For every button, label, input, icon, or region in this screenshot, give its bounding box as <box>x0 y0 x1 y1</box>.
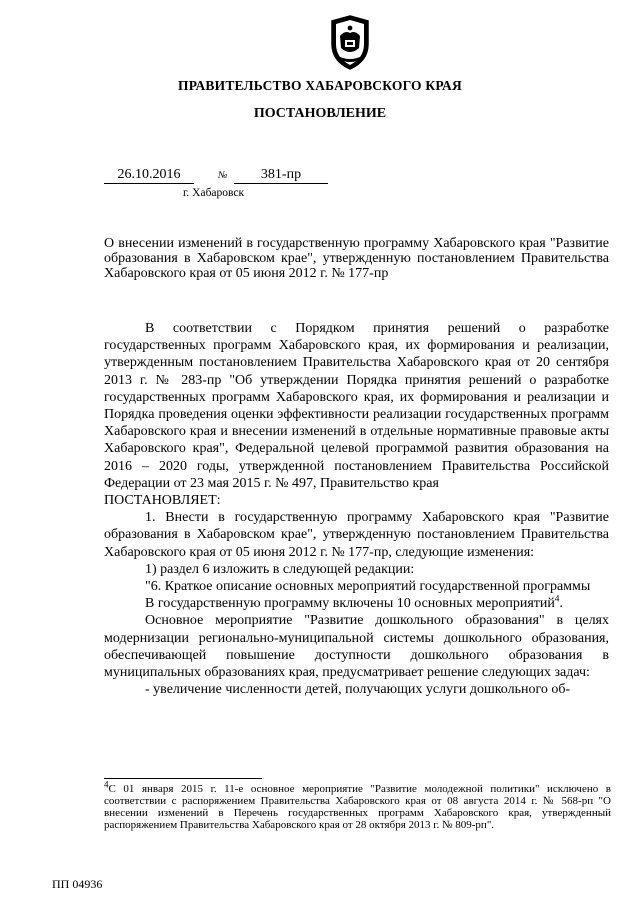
measures-end: . <box>559 596 563 612</box>
coat-of-arms-emblem <box>329 14 371 72</box>
item-1-1-paragraph: 1) раздел 6 изложить в следующей редакции: <box>145 561 415 577</box>
document-body <box>104 320 609 698</box>
measures-paragraph <box>104 595 609 612</box>
measure-paragraph: Основное мероприятие "Развитие дошкольного образования" в целях модернизации регионально-муниципальной системы дошкольного образования, обеспечивающей повышение доступности дошкольного образования в муниципальных образованиях края, предусматривает решение следующих задач: <box>104 613 609 681</box>
measures-text: В государственную программу включены 10 основных мероприятий <box>145 596 555 612</box>
footnote-mark: 4 <box>104 779 109 790</box>
item-1-paragraph: 1. Внести в государственную программу Хабаровского края "Развитие образования в Хабаровском крае", утвержденную постановлением Правительства Хабаровского края от 05 июня 2012 г. № 177-пр, следующие изменения: <box>104 510 609 560</box>
document-code: ПП 04936 <box>52 877 103 891</box>
number-sign: № <box>218 170 228 181</box>
section-title: "6. Краткое описание основных мероприятий государственной программы <box>145 579 591 595</box>
resolves-heading: ПОСТАНОВЛЯЕТ: <box>104 493 221 509</box>
government-title: ПРАВИТЕЛЬСТВО ХАБАРОВСКОГО КРАЯ <box>178 78 462 93</box>
footnote-text: С 01 января 2015 г. 11-е основное мероприятие "Развитие молодежной политики" исключено в соответствии с распоряжением Правительства Хабаровского края от 08 августа 2014 г. № 568-рп "О внесении изменений в Перечень государственных программ Хабаровского края, утвержденный распоряжением Правительства Хабаровского края от 28 октября 2013 г. № 809-рп". <box>104 783 611 831</box>
footnote-reference: 4 <box>554 593 560 604</box>
document-number: 381-пр <box>234 167 328 184</box>
footnote-separator <box>104 778 262 779</box>
document-type: ПОСТАНОВЛЕНИЕ <box>253 106 387 121</box>
document-date: 26.10.2016 <box>104 167 194 184</box>
preamble-paragraph: В соответствии с Порядком принятия решений о разработке государственных программ Хабаровского края, их формирования и реализации, утвержденным постановлением Правительства Хабаровского края от 20 сентября 2013 г. № 283-пр "Об утверждении Порядка принятия решений о разработке государственных программ Хабаровского края, их формирования и реализации и Порядка проведения оценки эффективности реализации государственных программ Хабаровского края и внесении изменений в отдельные нормативные правовые акты Хабаровского края", Федеральной целевой программой развития образования на 2016 – 2020 годы, утвержденной постановлением Правительства Российской Федерации от 23 мая 2015 г. № 497, Правительство края <box>104 321 609 491</box>
footnote <box>104 779 611 831</box>
city-name: г. Хабаровск <box>183 187 245 199</box>
document-subject: О внесении изменений в государственную программу Хабаровского края "Развитие образования в Хабаровском крае", утвержденную постановлением Правительства Хабаровского края от 05 июня 2012 г. № 177-пр <box>104 236 609 281</box>
task-1-item: - увеличение численности детей, получающих услуги дошкольного об- <box>145 682 571 698</box>
